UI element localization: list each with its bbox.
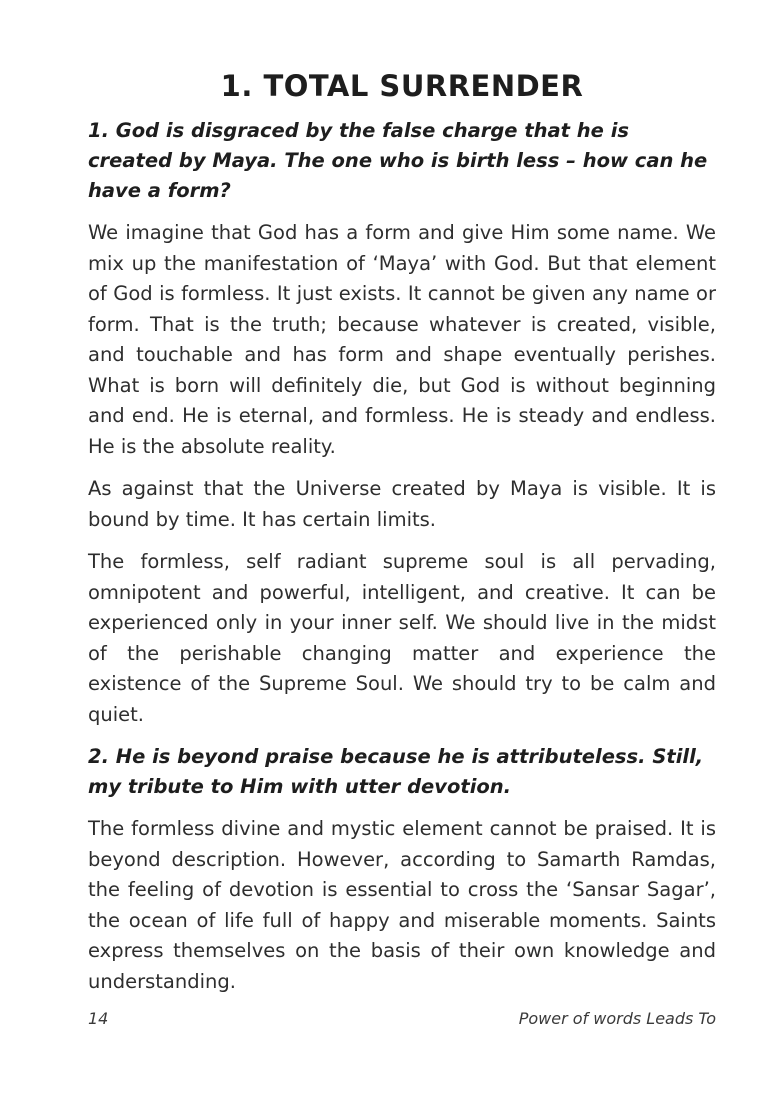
paragraph: We imagine that God has a form and give Him some name. We mix up the manifestation of ‘Maya’ with God. But that element of God is formless. It just exists. It cannot be given any name or form. That is the truth; because whatever is created, visible, and touchable and has form and shape eventually perishes. What is born will definitely die, but God is without beginning and end. He is eternal, and formless. He is steady and endless. He is the absolute reality. xyxy=(88,221,716,458)
page-body xyxy=(88,66,716,1009)
section-1 xyxy=(88,116,716,730)
paragraph: The formless, self radiant supreme soul is all pervading, omnipotent and powerful, intelligent, and creative. It can be experienced only in your inner self. We should live in the midst of the perishable changing matter and experience the existence of the Supreme Soul. We should try to be calm and quiet. xyxy=(88,550,716,726)
paragraph: The formless divine and mystic element cannot be praised. It is beyond description. However, according to Samarth Ramdas, the feeling of devotion is essential to cross the ‘Sansar Sagar’, the ocean of life full of happy and miserable moments. Saints express themselves on the basis of their own knowledge and understanding. xyxy=(88,817,716,993)
section-2 xyxy=(88,742,716,997)
section-heading: 1. God is disgraced by the false charge that he is created by Maya. The one who is birth less – how can he have a form? xyxy=(88,119,708,202)
paragraph: As against that the Universe created by Maya is visible. It is bound by time. It has certain limits. xyxy=(88,477,716,531)
running-title: Power of words Leads To xyxy=(518,1009,716,1028)
section-heading: 2. He is beyond praise because he is attributeless. Still, my tribute to Him with utter devotion. xyxy=(88,745,704,798)
chapter-title: 1. TOTAL SURRENDER xyxy=(220,69,584,103)
page-number: 14 xyxy=(88,1009,109,1028)
